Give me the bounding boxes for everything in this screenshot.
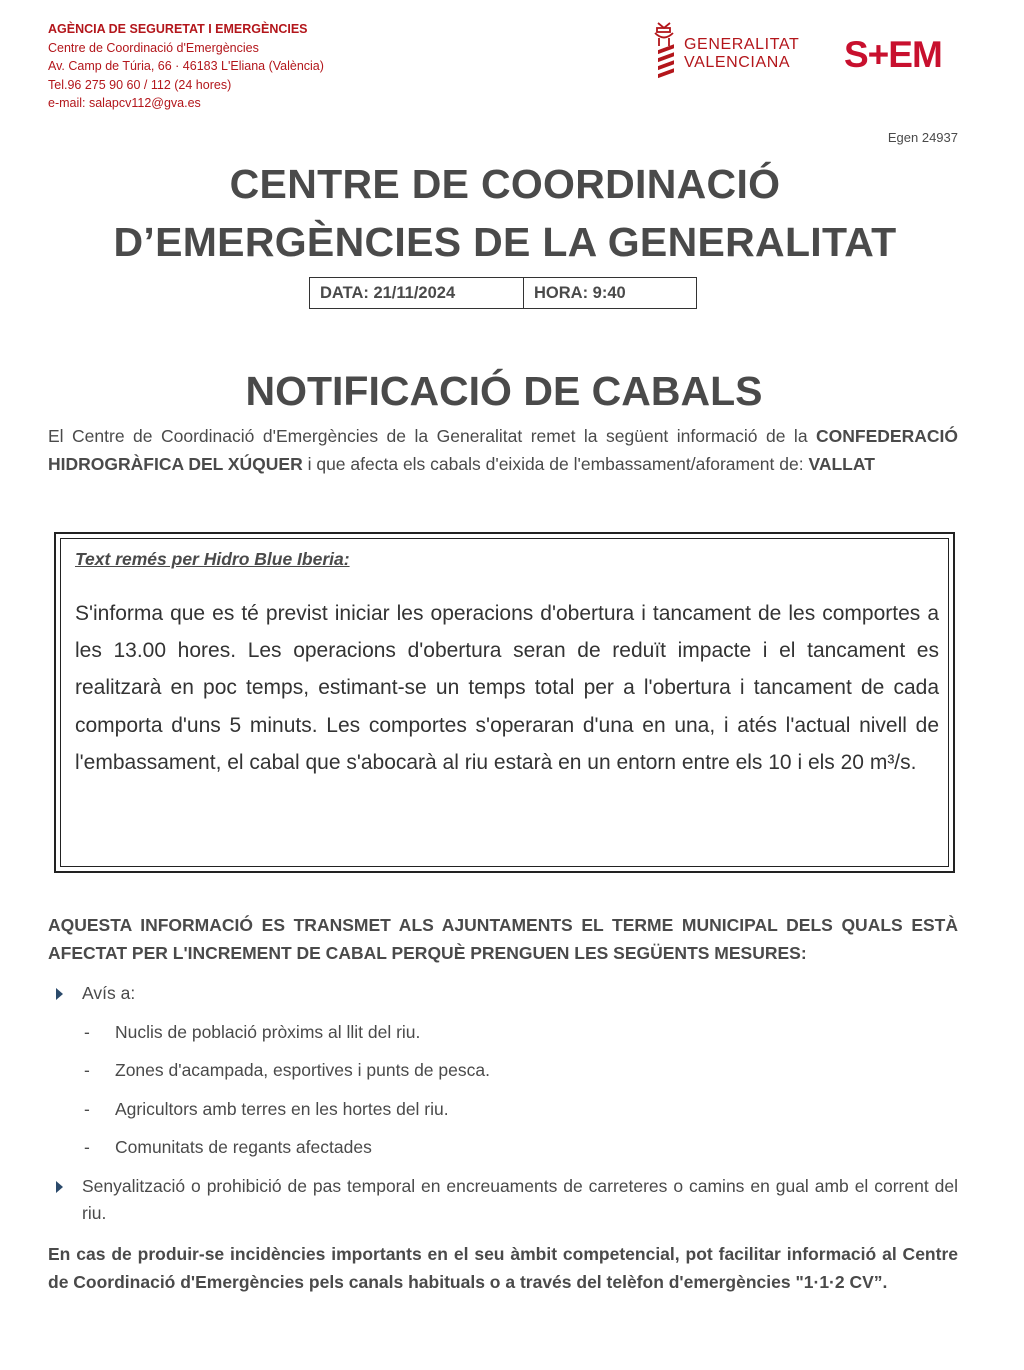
list-item: [48, 1173, 958, 1228]
dash-bullet: -: [84, 1137, 90, 1157]
sub-list-item: [48, 1134, 958, 1162]
list-item-text: Senyalització o prohibició de pas temporal en encreuaments de carreteres o camins en gual amb el corrent del riu.: [82, 1175, 958, 1223]
list-item-text: Avís a:: [82, 983, 136, 1003]
intro-text: i que afecta els cabals d'eixida de l'embassament/aforament de:: [302, 453, 809, 474]
agency-header: [48, 20, 324, 113]
agency-address-line: Centre de Coordinació d'Emergències: [48, 40, 259, 55]
sub-list-item-text: Zones d'acampada, esportives i punts de pesca.: [115, 1060, 490, 1080]
triangle-bullet-icon: [56, 1181, 63, 1193]
gv-logo-line2: VALENCIANA: [684, 54, 791, 71]
intro-paragraph: [48, 423, 958, 478]
notice-heading: Text remés per Hidro Blue Iberia:: [75, 549, 350, 569]
notice-text: S'informa que es té previst iniciar les operacions d'obertura i tancament de les comportes a les 13.00 hores. Les operacions d'obertura seran de reduït impacte i el tancament es realitzarà en poc temps, estimant-se un temps total per a l'obertura i tancament de cada comporta d'uns 5 minuts. Les comportes s'operaran d'una en una, i atés l'actual nivell de l'embassament, el cabal que s'abocarà al riu estarà en un entorn entre els 10 i els 20 m³/s.: [75, 602, 939, 774]
measures-heading: AQUESTA INFORMACIÓ ES TRANSMET ALS AJUNTAMENTS EL TERME MUNICIPAL DELS QUALS ESTÀ AFECTAT PER L'INCREMENT DE CABAL PERQUÈ PRENGUEN LES SEGÜENTS MESURES:: [48, 915, 958, 963]
triangle-bullet-icon: [56, 988, 63, 1000]
agency-email: e-mail: salapcv112@gva.es: [48, 96, 201, 111]
date-cell: DATA: 21/11/2024: [310, 278, 524, 308]
sub-list-item: [48, 1096, 958, 1124]
sub-list-item-text: Comunitats de regants afectades: [115, 1137, 372, 1157]
page-title-line2: D’EMERGÈNCIES DE LA GENERALITAT: [113, 219, 897, 265]
sub-list-item: [48, 1019, 958, 1047]
closing-paragraph: En cas de produir-se incidències importants en el seu àmbit competencial, pot facilitar informació al Centre de Coordinació d'Emergències pels canals habituals o a través del telèfon d'emergències "1·1·2 CV”.: [48, 1244, 958, 1292]
notice-box-inner: [60, 538, 949, 867]
agency-address-line: Av. Camp de Túria, 66 · 46183 L'Eliana (València): [48, 59, 324, 74]
generalitat-valenciana-logo: [684, 36, 799, 72]
time-cell: HORA: 9:40: [534, 283, 626, 302]
notice-box: [54, 532, 955, 873]
list-item: [48, 980, 958, 1008]
intro-text: El Centre de Coordinació d'Emergències de la Generalitat remet la següent informació de la: [48, 426, 817, 446]
sub-list-item-text: Agricultors amb terres en les hortes del riu.: [115, 1098, 449, 1119]
agency-phone: Tel.96 275 90 60 / 112 (24 hores): [48, 77, 232, 92]
page-title: [0, 155, 1010, 271]
agency-name: AGÈNCIA DE SEGURETAT I EMERGÈNCIES: [48, 22, 308, 36]
notification-title: NOTIFICACIÓ DE CABALS: [245, 368, 763, 414]
reservoir-name: VALLAT: [808, 453, 875, 474]
document-reference: Egen 24937: [887, 130, 958, 145]
sub-list-item: [48, 1057, 958, 1085]
dash-bullet: -: [84, 1021, 90, 1042]
sem-logo: S+EM: [844, 34, 942, 75]
date-time-box: [309, 277, 697, 309]
dash-bullet: -: [84, 1098, 90, 1119]
measures-list: [48, 980, 958, 1228]
logos: [650, 20, 960, 90]
dash-bullet: -: [84, 1060, 90, 1080]
page-title-line1: CENTRE DE COORDINACIÓ: [229, 161, 781, 207]
organization-name: CONFEDERACIÓ HIDROGRÀFICA DEL XÚQUER: [48, 426, 958, 474]
sub-list-item-text: Nuclis de població pròxims al llit del riu.: [115, 1021, 421, 1042]
gv-logo-line1: GENERALITAT: [684, 36, 800, 53]
generalitat-crest-icon: [650, 20, 680, 84]
